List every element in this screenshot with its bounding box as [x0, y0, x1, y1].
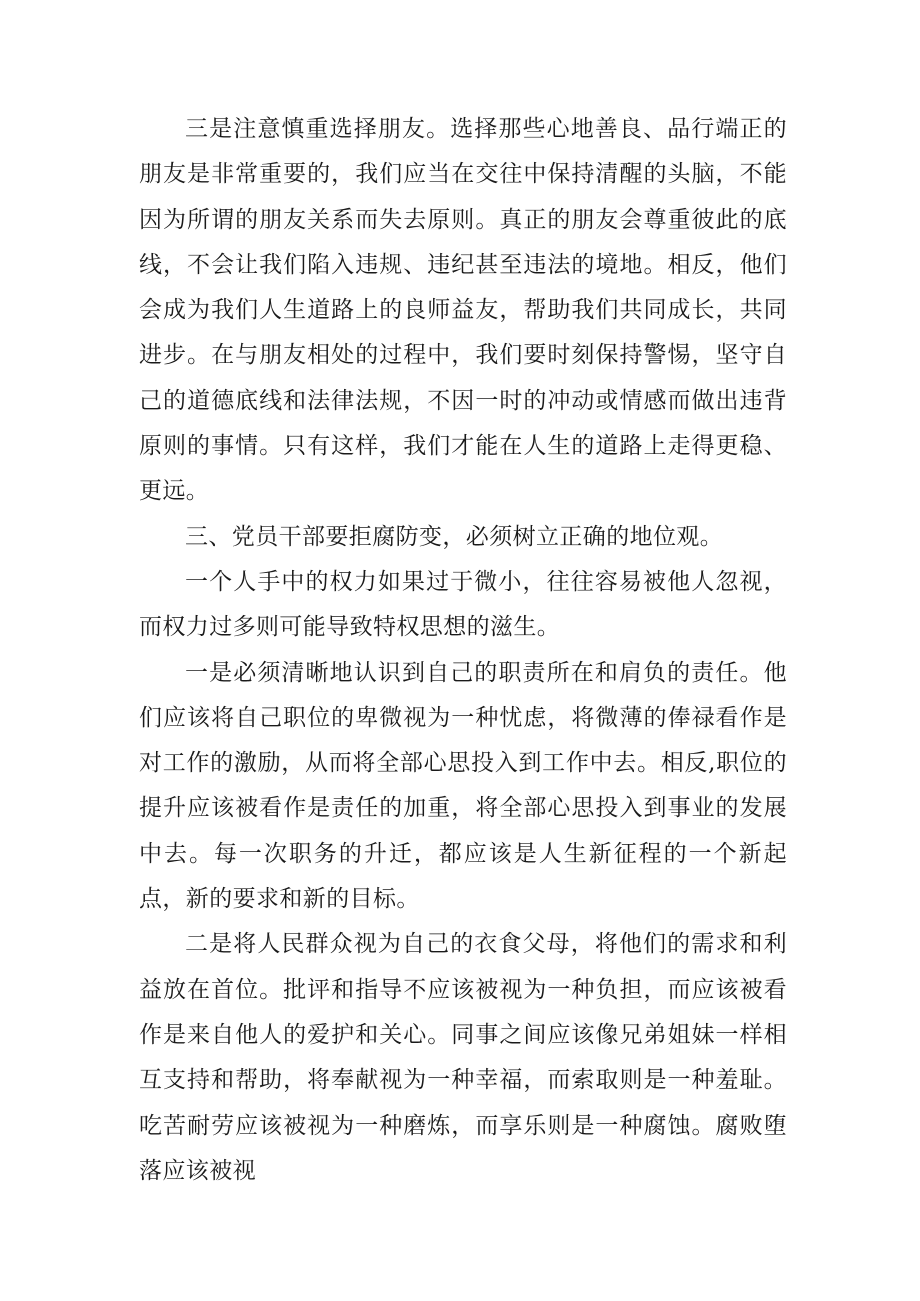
paragraph-choose-friends: 三是注意慎重选择朋友。选择那些心地善良、品行端正的朋友是非常重要的，我们应当在交往中保持清醒的头脑，不能因为所谓的朋友关系而失去原则。真正的朋友会尊重彼此的底线，不会让我们陷入违规、违纪甚至违法的境地。相反，他们会成为我们人生道路上的良师益友，帮助我们共同成长，共同进步。在与朋友相处的过程中，我们要时刻保持警惕，坚守自己的道德底线和法律法规，不因一时的冲动或情感而做出违背原则的事情。只有这样，我们才能在人生的道路上走得更稳、更远。: [139, 116, 787, 505]
paragraph-point-two-people: 二是将人民群众视为自己的衣食父母，将他们的需求和利益放在首位。批评和指导不应该被视为一种负担，而应该被看作是来自他人的爱护和关心。同事之间应该像兄弟姐妹一样相互支持和帮助，将奉献视为一种幸福，而索取则是一种羞耻。吃苦耐劳应该被视为一种磨炼，而享乐则是一种腐蚀。腐败堕落应该被视: [139, 931, 787, 1184]
paragraph-power-intro: 一个人手中的权力如果过于微小，往往容易被他人忽视，而权力过多则可能导致特权思想的滋生。: [139, 568, 787, 641]
document-page: [139, 107, 787, 1194]
section-heading-status-view: 三、党员干部要拒腐防变，必须树立正确的地位观。: [185, 523, 724, 550]
paragraph-point-one-duties: 一是必须清晰地认识到自己的职责所在和肩负的责任。他们应该将自己职位的卑微视为一种忧虑，将微薄的俸禄看作是对工作的激励，从而将全部心思投入到工作中去。相反,职位的提升应该被看作是责任的加重，将全部心思投入到事业的发展中去。每一次职务的升迁，都应该是人生新征程的一个新起点，新的要求和新的目标。: [139, 659, 787, 913]
